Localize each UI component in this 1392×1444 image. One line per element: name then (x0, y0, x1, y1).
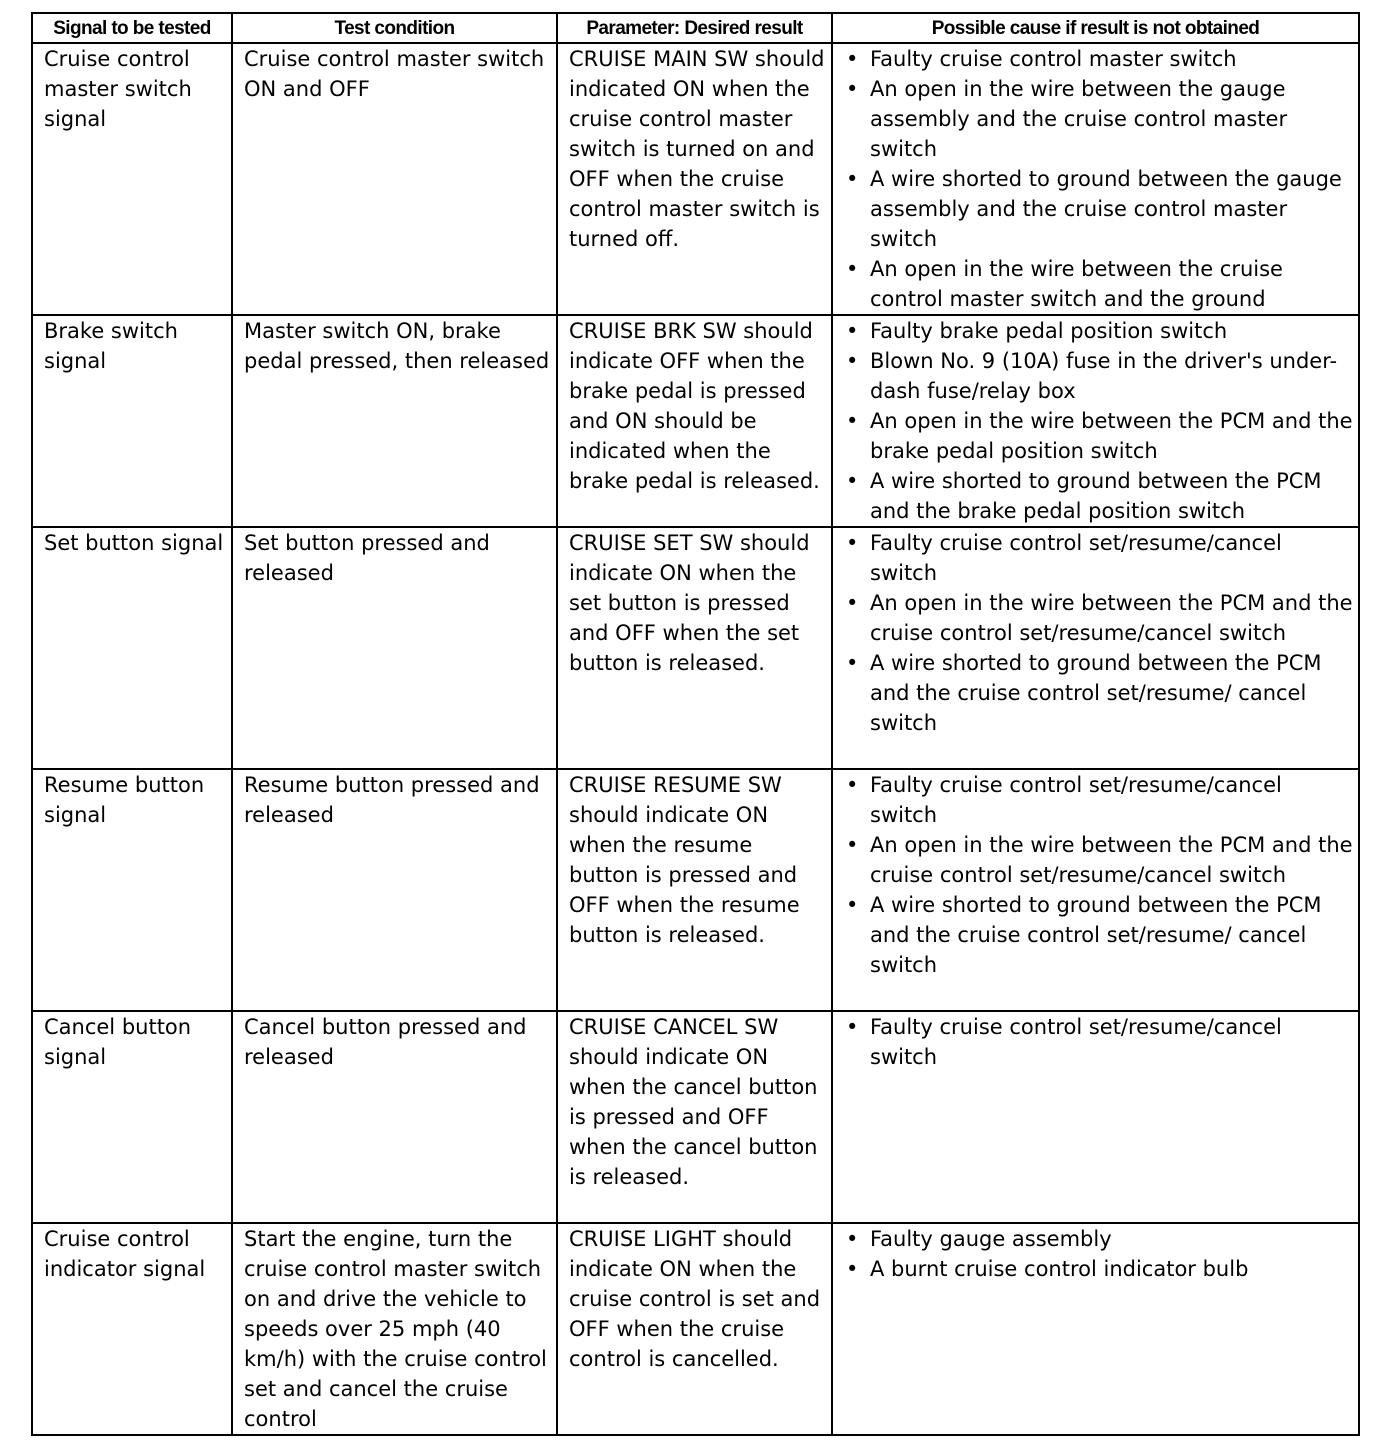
cause-cell (832, 43, 1359, 315)
parameter-cell: CRUISE RESUME SW should indicate ON when the resume button is pressed and OFF when the resume button is released. (557, 769, 832, 1011)
cause-list (842, 1224, 1354, 1284)
cause-cell (832, 527, 1359, 769)
cause-text: Faulty cruise control set/resume/cancel switch (870, 773, 1282, 827)
header-signal: Signal to be tested (32, 13, 232, 43)
table-row (32, 43, 1359, 315)
bullet-icon: • (846, 77, 859, 101)
cause-item (842, 588, 1354, 648)
cause-cell (832, 1223, 1359, 1435)
table-row (32, 527, 1359, 769)
bullet-icon: • (846, 893, 859, 917)
cause-text: An open in the wire between the cruise control master switch and the ground (870, 257, 1283, 311)
condition-cell: Set button pressed and released (232, 527, 557, 769)
cause-item (842, 1012, 1354, 1072)
table-row (32, 769, 1359, 1011)
cause-item (842, 648, 1354, 738)
cause-text: Faulty cruise control set/resume/cancel switch (870, 531, 1282, 585)
condition-cell: Cancel button pressed and released (232, 1011, 557, 1223)
cause-item (842, 1254, 1354, 1284)
header-parameter: Parameter: Desired result (557, 13, 832, 43)
cause-item (842, 406, 1354, 466)
cause-text: Blown No. 9 (10A) fuse in the driver's under-dash fuse/relay box (870, 349, 1338, 403)
cause-item (842, 466, 1354, 526)
bullet-icon: • (846, 833, 859, 857)
bullet-icon: • (846, 409, 859, 433)
cause-text: An open in the wire between the PCM and the cruise control set/resume/cancel switch (870, 591, 1353, 645)
cause-list (842, 44, 1354, 314)
cause-text: Faulty gauge assembly (870, 1227, 1112, 1251)
bullet-icon: • (846, 1257, 859, 1281)
bullet-icon: • (846, 531, 859, 555)
header-condition: Test condition (232, 13, 557, 43)
cause-text: A wire shorted to ground between the PCM and the brake pedal position switch (870, 469, 1322, 523)
cause-text: A burnt cruise control indicator bulb (870, 1257, 1249, 1281)
header-cause: Possible cause if result is not obtained (832, 13, 1359, 43)
signal-test-table (31, 12, 1360, 1436)
bullet-icon: • (846, 1015, 859, 1039)
parameter-cell: CRUISE BRK SW should indicate OFF when the brake pedal is pressed and ON should be indicated when the brake pedal is released. (557, 315, 832, 527)
cause-list (842, 528, 1354, 738)
bullet-icon: • (846, 257, 859, 281)
header-row (32, 13, 1359, 43)
bullet-icon: • (846, 773, 859, 797)
cause-text: Faulty cruise control master switch (870, 47, 1237, 71)
bullet-icon: • (846, 349, 859, 373)
cause-text: An open in the wire between the PCM and the cruise control set/resume/cancel switch (870, 833, 1353, 887)
cause-item (842, 1224, 1354, 1254)
cause-cell (832, 1011, 1359, 1223)
cause-item (842, 890, 1354, 980)
parameter-cell: CRUISE LIGHT should indicate ON when the cruise control is set and OFF when the cruise control is cancelled. (557, 1223, 832, 1435)
cause-text: Faulty cruise control set/resume/cancel switch (870, 1015, 1282, 1069)
bullet-icon: • (846, 469, 859, 493)
signal-cell: Cruise control indicator signal (32, 1223, 232, 1435)
cause-text: A wire shorted to ground between the PCM and the cruise control set/resume/ cancel switch (870, 893, 1322, 977)
cause-text: A wire shorted to ground between the PCM and the cruise control set/resume/ cancel switch (870, 651, 1322, 735)
signal-cell: Cancel button signal (32, 1011, 232, 1223)
cause-text: Faulty brake pedal position switch (870, 319, 1228, 343)
signal-cell: Brake switch signal (32, 315, 232, 527)
cause-item (842, 346, 1354, 406)
bullet-icon: • (846, 1227, 859, 1251)
cause-item (842, 44, 1354, 74)
condition-cell: Start the engine, turn the cruise control master switch on and drive the vehicle to speeds over 25 mph (40 km/h) with the cruise control set and cancel the cruise control (232, 1223, 557, 1435)
diagnostic-table-container (31, 12, 1358, 1436)
cause-item (842, 74, 1354, 164)
condition-cell: Cruise control master switch ON and OFF (232, 43, 557, 315)
signal-cell: Cruise control master switch signal (32, 43, 232, 315)
table-row (32, 315, 1359, 527)
cause-cell (832, 769, 1359, 1011)
cause-item (842, 830, 1354, 890)
parameter-cell: CRUISE MAIN SW should indicated ON when the cruise control master switch is turned on and OFF when the cruise control master switch is turned off. (557, 43, 832, 315)
table-row (32, 1011, 1359, 1223)
signal-cell: Set button signal (32, 527, 232, 769)
bullet-icon: • (846, 167, 859, 191)
cause-item (842, 254, 1354, 314)
bullet-icon: • (846, 47, 859, 71)
table-row (32, 1223, 1359, 1435)
cause-text: A wire shorted to ground between the gauge assembly and the cruise control master switch (870, 167, 1342, 251)
parameter-cell: CRUISE SET SW should indicate ON when the set button is pressed and OFF when the set button is released. (557, 527, 832, 769)
bullet-icon: • (846, 591, 859, 615)
cause-list (842, 1012, 1354, 1072)
condition-cell: Resume button pressed and released (232, 769, 557, 1011)
bullet-icon: • (846, 319, 859, 343)
cause-item (842, 528, 1354, 588)
signal-cell: Resume button signal (32, 769, 232, 1011)
bullet-icon: • (846, 651, 859, 675)
cause-item (842, 316, 1354, 346)
cause-list (842, 316, 1354, 526)
cause-item (842, 770, 1354, 830)
cause-list (842, 770, 1354, 980)
cause-text: An open in the wire between the gauge assembly and the cruise control master switch (870, 77, 1288, 161)
cause-text: An open in the wire between the PCM and the brake pedal position switch (870, 409, 1353, 463)
cause-cell (832, 315, 1359, 527)
parameter-cell: CRUISE CANCEL SW should indicate ON when the cancel button is pressed and OFF when the cancel button is released. (557, 1011, 832, 1223)
cause-item (842, 164, 1354, 254)
condition-cell: Master switch ON, brake pedal pressed, then released (232, 315, 557, 527)
